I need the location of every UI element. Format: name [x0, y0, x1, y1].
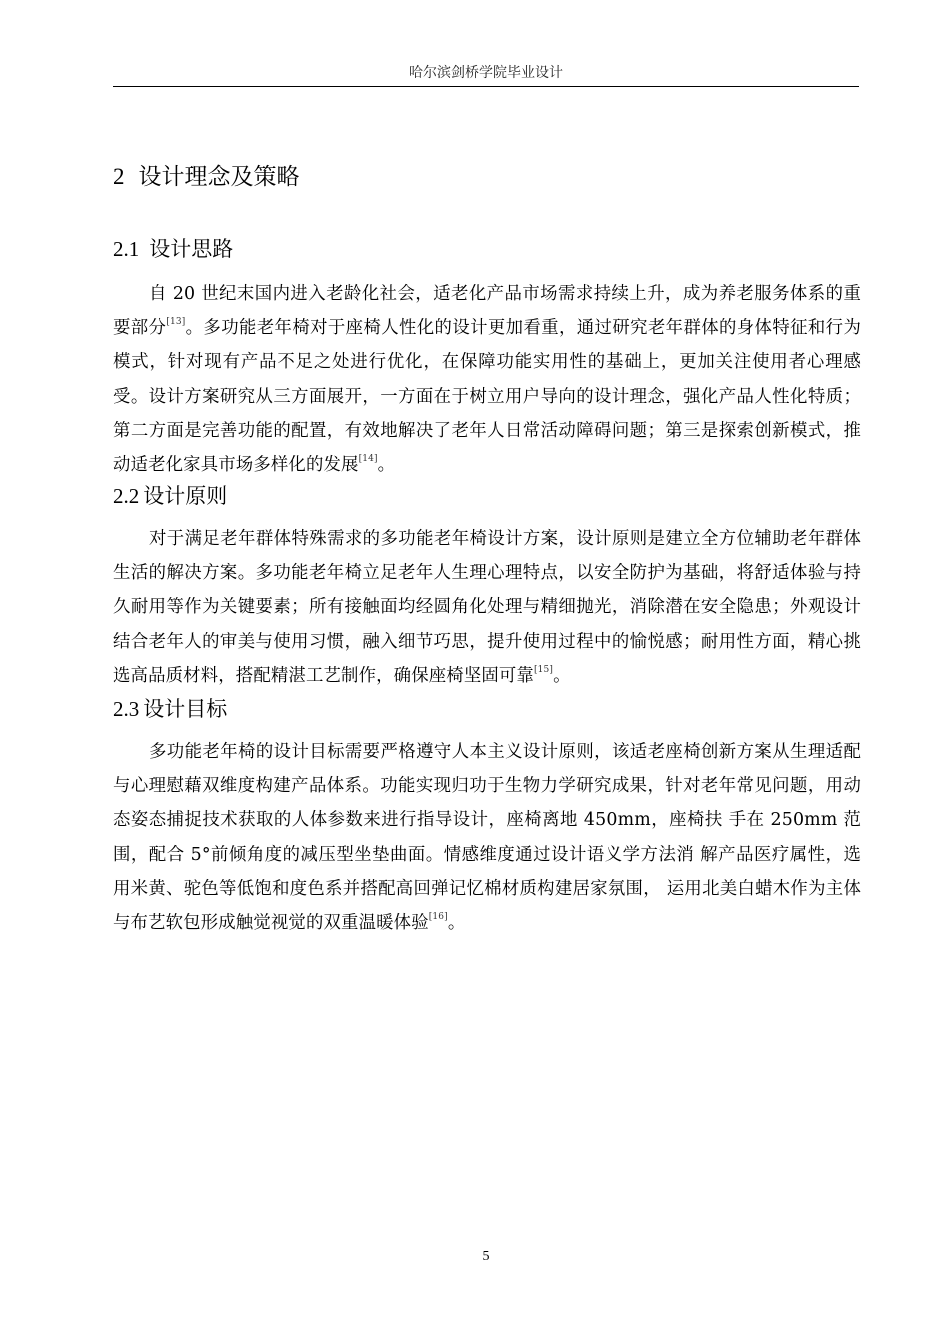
citation-ref[interactable]: [16]: [428, 912, 448, 923]
section-number: 2.3: [113, 697, 140, 721]
citation-ref[interactable]: [15]: [533, 664, 554, 675]
running-header: 哈尔滨剑桥学院毕业设计: [409, 65, 563, 81]
section-title-2-3: [113, 693, 227, 725]
section-title-text: 设计原则: [143, 484, 228, 508]
paragraph-text: 自 20 世纪末国内进入老龄化社会，适老化产品市场需求持续上升，成为养老服务体系的重要部分: [113, 284, 861, 339]
chapter-number: 2: [113, 164, 125, 189]
citation-ref[interactable]: [14]: [358, 454, 378, 465]
section-title-2-1: [113, 233, 233, 265]
section-number: 2.1: [113, 237, 140, 261]
paragraph-text: 。: [553, 665, 571, 686]
header-rule: [113, 86, 859, 87]
paragraph-2-3: [113, 735, 861, 940]
chapter-title-text: 设计理念及策略: [138, 164, 300, 190]
page-number: 5: [482, 1249, 490, 1264]
paragraph-text: 。: [447, 913, 466, 934]
chapter-title: [113, 160, 300, 194]
paragraph-text: 对于满足老年群体特殊需求的多功能老年椅设计方案，设计原则是建立全方位辅助老年群体生活的解决方案。多功能老年椅立足老年人生理心理特点，以安全防护为基础，将舒适体验与持久耐用等作为关键要素；所有接触面均经圆角化处理与精细抛光，消除潜在安全隐患；外观设计结合老年人的审美与使用习惯，融入细节巧思，提升使用过程中的愉悦感；耐用性方面，精心挑选高品质材料，搭配精湛工艺制作，确保座椅坚固可靠: [113, 529, 861, 686]
section-number: 2.2: [113, 484, 140, 508]
paragraph-2-1: [113, 277, 861, 482]
section-title-text: 设计目标: [143, 697, 228, 721]
citation-ref[interactable]: [13]: [166, 317, 186, 328]
section-title-text: 设计思路: [149, 237, 234, 261]
paragraph-2-2: [113, 522, 861, 693]
section-title-2-2: [113, 480, 227, 512]
paragraph-text: 。: [377, 455, 396, 476]
paragraph-text: 。多功能老年椅对于座椅人性化的设计更加看重，通过研究老年群体的身体特征和行为模式，针对现有产品不足之处进行优化，在保障功能实用性的基础上，更加关注使用者心理感受。设计方案研究从三方面展开，一方面在于树立用户导向的设计理念，强化产品人性化特质；第二方面是完善功能的配置，有效地解决了老年人日常活动障碍问题；第三是探索创新模式，推动适老化家具市场多样化的发展: [113, 318, 861, 476]
paragraph-text: 多功能老年椅的设计目标需要严格遵守人本主义设计原则，该适老座椅创新方案从生理适配与心理慰藉双维度构建产品体系。功能实现归功于生物力学研究成果，针对老年常见问题，用动态姿态捕捉技术获取的人体参数来进行指导设计，座椅离地 450mm，座椅扶 手在 250mm 范围，配合 5°前倾角度的减压型坐垫曲面。情感维度通过设计语义学方法消 解产品医疗属性，选用米黄、驼色等低饱和度色系并搭配高回弹记忆棉材质构建居家氛围， 运用北美白蜡木作为主体与布艺软包形成触觉视觉的双重温暖体验: [113, 742, 861, 934]
